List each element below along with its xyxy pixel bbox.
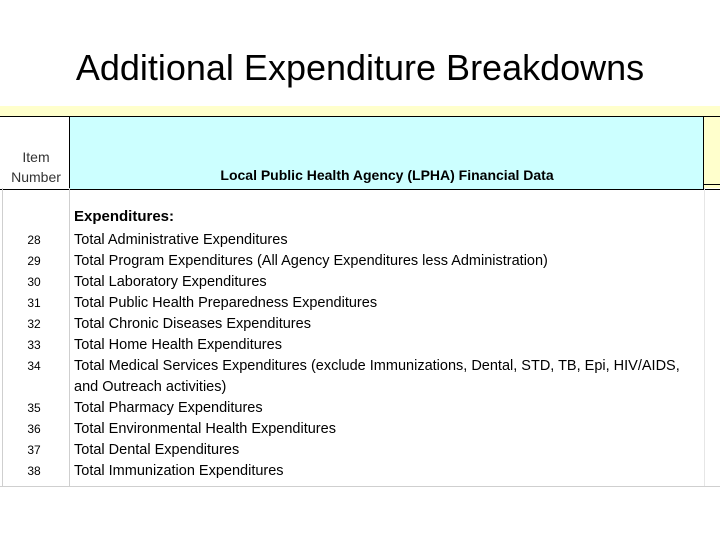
row-description: Total Dental Expenditures <box>74 442 240 458</box>
top-band <box>0 106 704 116</box>
row-description: Total Home Health Expenditures <box>74 337 282 353</box>
item-number-header-cell[interactable] <box>2 117 70 189</box>
row-number: 38 <box>27 464 41 478</box>
table-row[interactable] <box>0 293 720 314</box>
table-row[interactable] <box>0 419 720 440</box>
table-row[interactable] <box>0 314 720 335</box>
table-row[interactable] <box>0 272 720 293</box>
row-number: 30 <box>27 275 41 289</box>
table-row[interactable] <box>0 356 720 398</box>
table-body <box>0 230 720 482</box>
row-number: 32 <box>27 317 41 331</box>
row-description: Total Chronic Diseases Expenditures <box>74 316 311 332</box>
table-row[interactable] <box>0 461 720 482</box>
slide-title: Additional Expenditure Breakdowns <box>75 47 645 88</box>
row-description: Total Environmental Health Expenditures <box>74 421 336 437</box>
row-description: Total Administrative Expenditures <box>74 232 288 248</box>
row-description: Total Medical Services Expenditures (exclude Immunizations, Dental, STD, TB, Epi, HIV/AIDS, and Outreach activities) <box>74 358 680 395</box>
row-number: 35 <box>27 401 41 415</box>
table-row[interactable] <box>0 335 720 356</box>
row-number: 29 <box>27 254 41 268</box>
description-header-cell[interactable] <box>70 117 704 189</box>
description-header: Local Public Health Agency (LPHA) Financial Data <box>220 167 554 183</box>
table-row[interactable] <box>0 230 720 251</box>
table-row[interactable] <box>0 440 720 461</box>
spreadsheet-table <box>0 106 720 487</box>
table-row[interactable] <box>0 251 720 272</box>
header-divider <box>704 184 720 185</box>
row-number: 28 <box>27 233 41 247</box>
section-label-expenditures: Expenditures: <box>74 208 175 225</box>
row-description: Total Program Expenditures (All Agency Expenditures less Administration) <box>74 253 548 269</box>
row-number: 34 <box>27 359 41 373</box>
row-number: 37 <box>27 443 41 457</box>
row-number: 31 <box>27 296 41 310</box>
item-number-header: Item Number <box>11 149 61 185</box>
row-description: Total Laboratory Expenditures <box>74 274 267 290</box>
table-row[interactable] <box>0 398 720 419</box>
row-description: Total Pharmacy Expenditures <box>74 400 263 416</box>
row-description: Total Immunization Expenditures <box>74 463 284 479</box>
table-header-row <box>0 116 720 190</box>
row-description: Total Public Health Preparedness Expenditures <box>74 295 378 311</box>
row-number: 36 <box>27 422 41 436</box>
row-number: 33 <box>27 338 41 352</box>
